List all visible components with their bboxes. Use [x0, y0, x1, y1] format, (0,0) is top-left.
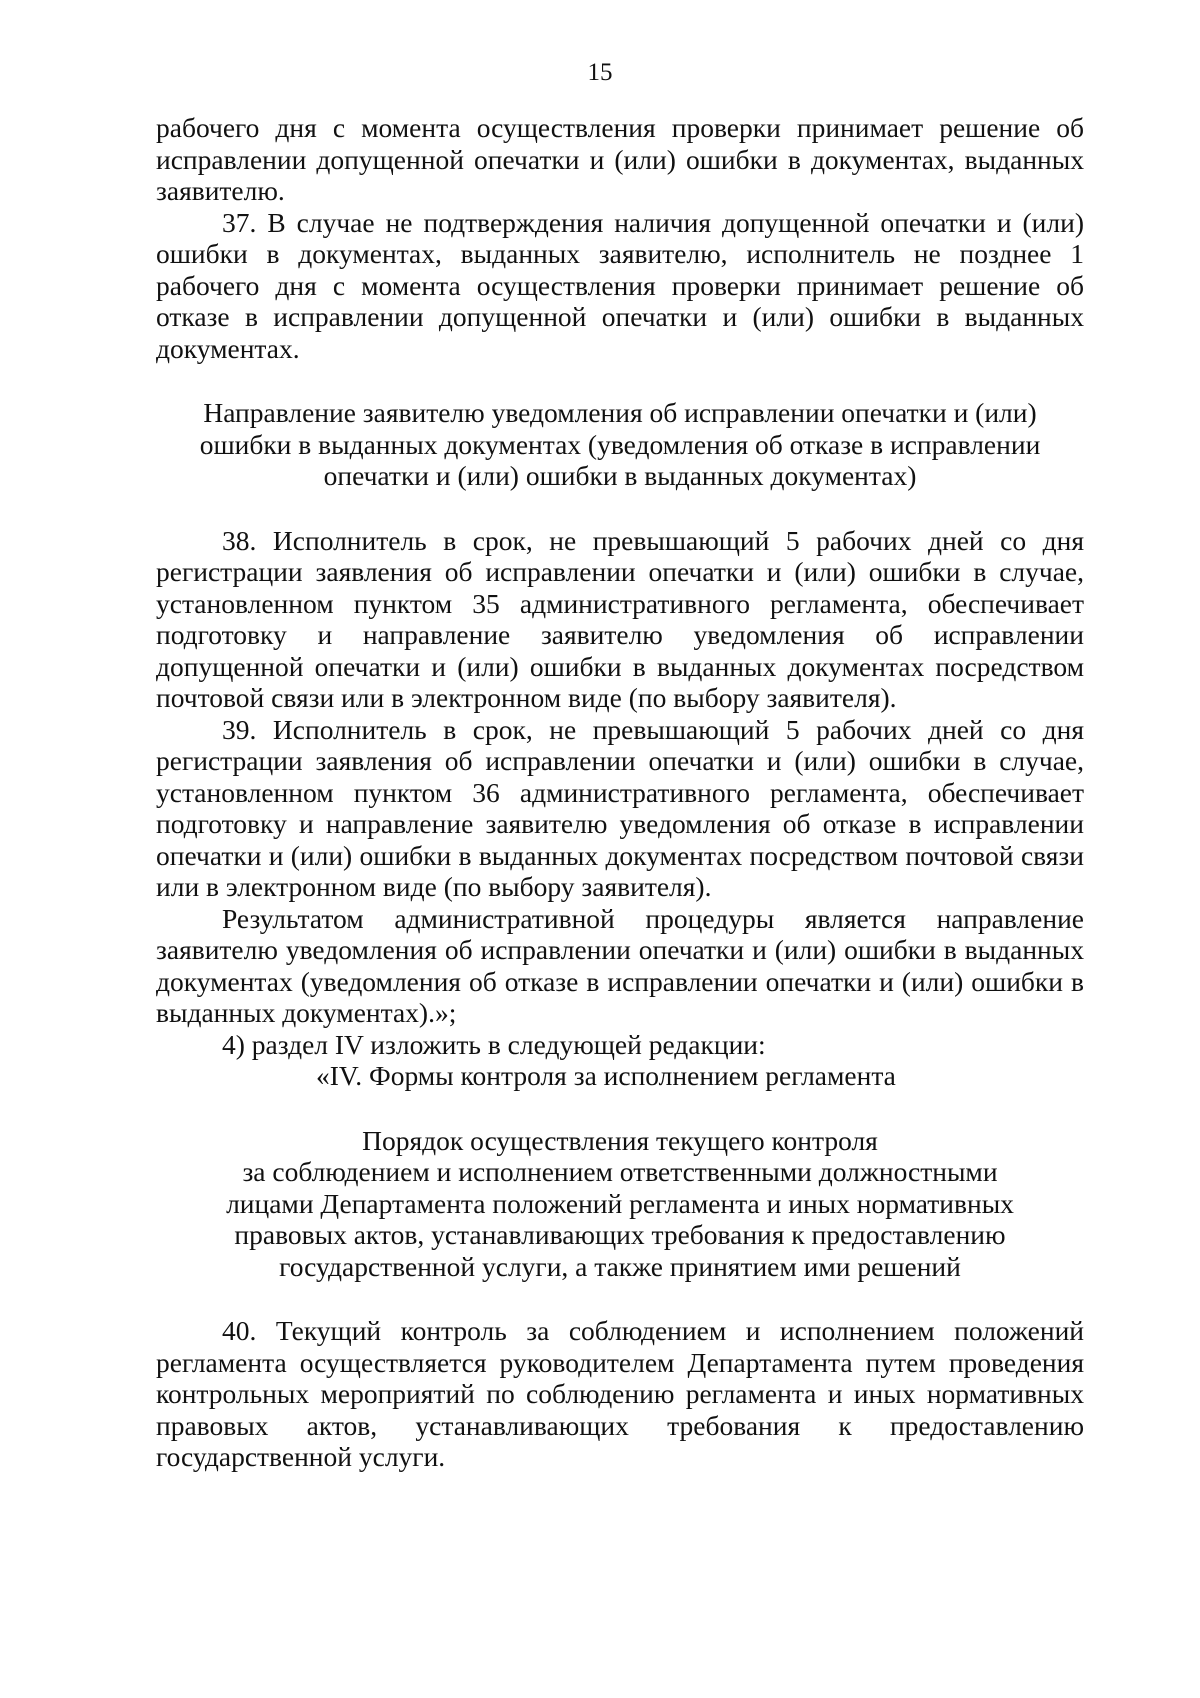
section-title-iv: «IV. Формы контроля за исполнением регламента: [316, 1060, 896, 1091]
heading-line: государственной услуги, а также принятием ими решений: [279, 1250, 961, 1282]
paragraph-40: 40. Текущий контроль за соблюдением и исполнением положений регламента осуществляется руководителем Департамента путем проведения контрольных мероприятий по соблюдению регламента и иных нормативных правовых актов, устанавливающих требования к предоставлению государственной услуги.: [156, 1315, 1084, 1472]
paragraph-continuation: рабочего дня с момента осуществления проверки принимает решение об исправлении допущенной опечатки и (или) ошибки в документах, выданных заявителю.: [156, 112, 1084, 206]
paragraph-result: Результатом административной процедуры является направление заявителю уведомления об исправлении опечатки и (или) ошибки в выданных документах (уведомления об отказе в исправлении опечатки и (или) ошибки в выданных документах).»;: [156, 902, 1084, 1028]
heading-line: лицами Департамента положений регламента и иных нормативных: [226, 1187, 1014, 1219]
page-number: 15: [587, 59, 613, 86]
heading-line: правовых актов, устанавливающих требования к предоставлению: [234, 1219, 1006, 1250]
spacer: [156, 1092, 1084, 1125]
heading-line: Направление заявителю уведомления об исправлении опечатки и (или): [203, 397, 1037, 428]
paragraph-38: 38. Исполнитель в срок, не превышающий 5 рабочих дней со дня регистрации заявления об исправлении опечатки и (или) ошибки в случае, установленном пунктом 35 административного регламента, обеспечивает подготовку и направление заявителю уведомления об исправлении допущенной опечатки и (или) ошибки в выданных документах посредством почтовой связи или в электронном виде (по выбору заявителя).: [156, 524, 1084, 713]
heading-line: опечатки и (или) ошибки в выданных документах): [323, 460, 917, 491]
document-body: [156, 112, 1084, 1473]
spacer: [156, 1282, 1084, 1315]
spacer: [156, 364, 1084, 397]
section-heading-control: [156, 1125, 1084, 1283]
paragraph-37: 37. В случае не подтверждения наличия допущенной опечатки и (или) ошибки в документах, выданных заявителю, исполнитель не позднее 1 рабочего дня с момента осуществления проверки принимает решение об отказе в исправлении допущенной опечатки и (или) ошибки в выданных документах.: [156, 206, 1084, 364]
heading-line: ошибки в выданных документах (уведомления об отказе в исправлении: [199, 428, 1041, 460]
heading-line: Порядок осуществления текущего контроля: [362, 1124, 878, 1156]
paragraph-39: 39. Исполнитель в срок, не превышающий 5 рабочих дней со дня регистрации заявления об исправлении опечатки и (или) ошибки в случае, установленном пунктом 36 административного регламента, обеспечивает подготовку и направление заявителю уведомления об отказе в исправлении опечатки и (или) ошибки в выданных документах посредством почтовой связи или в электронном виде (по выбору заявителя).: [156, 713, 1084, 902]
spacer: [156, 492, 1084, 525]
paragraph-item-4: 4) раздел IV изложить в следующей редакции:: [222, 1028, 766, 1060]
section-heading-notification: [156, 397, 1084, 492]
heading-line: за соблюдением и исполнением ответственными должностными: [242, 1156, 998, 1187]
